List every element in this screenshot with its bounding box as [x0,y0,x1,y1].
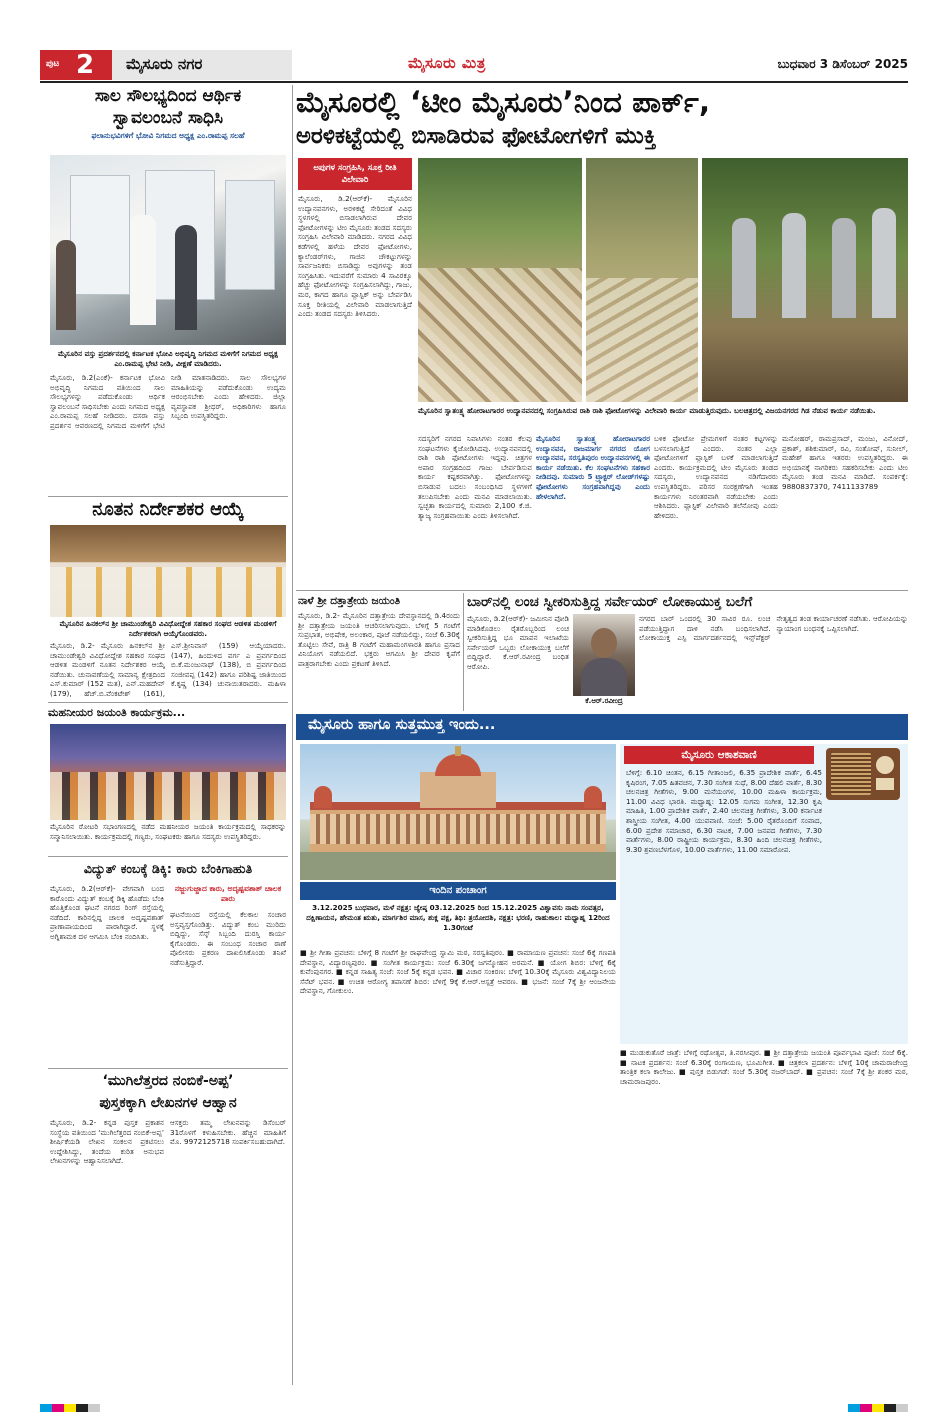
main-story [296,84,908,589]
akashavani-schedule-more [626,804,902,1038]
story-accident-body-2: ಘಟನೆಯಿಂದ ರಸ್ತೆಯಲ್ಲಿ ಕೆಲಕಾಲ ಸಂಚಾರ ಅಸ್ತವ್ಯಸ್ತಗೊಂಡಿತ್ತು. ವಿದ್ಯುತ್ ಕಂಬ ಮುರಿದು ಬಿದ್ದಿದ್ದು, ಸೆಸ್ಕ್ ಸಿಬ್ಬಂದಿ ದುರಸ್ತಿ ಕಾರ್ಯ ಕೈಗೊಂಡರು. ಈ ಸಂಬಂಧ ಸಂಚಾರ ಠಾಣೆ ಪೊಲೀಸರು ಪ್ರಕರಣ ದಾಖಲಿಸಿಕೊಂಡು ತನಿಖೆ ನಡೆಸುತ್ತಿದ್ದಾರೆ. [170,910,286,967]
masthead [40,50,908,80]
main-story-col3: ಮೈಸೂರಿನ ಸ್ವಾತಂತ್ರ್ಯ ಹೋರಾಟಗಾರರ ಉದ್ಯಾನವನ, ರಾಜಮಾರ್ಗ ನಗರದ ಯೋಗ ಉದ್ಯಾನವನ, ಸರಸ್ವತಿಪುರಂ ಉದ್ಯಾನವನಗಳಲ್ಲಿ ಈ ಕಾರ್ಯ ನಡೆಯಿತು. ಕೆಲ ಸಂಘಟನೆಗಳು ಸಹಕಾರ ನೀಡಿದವು. ಸುಮಾರು 5 ಟ್ರ್ಯಾಕ್ಟರ್ ಲೋಡ್‌ಗಳಷ್ಟು ಫೋಟೋಗಳು ಸಂಗ್ರಹವಾಗಿದ್ದವು ಎಂದು ಹೇಳಲಾಗಿದೆ. [536,434,650,501]
story-bribe-photo [573,614,635,696]
page-label: ಪುಟ [46,59,60,69]
panchanga-title: ಇಂದಿನ ಪಂಚಾಂಗ [300,882,616,900]
main-photo-planting [702,158,908,402]
story-directors-headline: ನೂತನ ನಿರ್ದೇಶಕರ ಆಯ್ಕೆ [92,499,244,520]
main-story-col2: ಸದಸ್ಯರಿಗೆ ನಗರದ ನಿವಾಸಿಗಳು ನಂತರ ಕೆಲವು ಸಂಘಟನೆಗಳು ಕೈಜೋಡಿಸಿದವು. ಉದ್ಯಾನವನದಲ್ಲಿ ರಾಶಿ ರಾಶಿ ಫೋಟೋಗಳು ಇದ್ದವು. ಚಿತ್ರಗಳ ಅಪಾರ ಸಂಗ್ರಹದಿಂದ ಗಾಜು ಬೇರ್ಪಡಿಸುವ ಕಾರ್ಯ ಕಷ್ಟಕರವಾಗಿತ್ತು. ಫೋಟೋಗಳನ್ನು ಬಿಸಾಡುವ ಬದಲು ಸಂಬಂಧಿಸಿದ ಸ್ಥಳಗಳಿಗೆ ತಲುಪಿಸಬೇಕು ಎಂದು ಮನವಿ ಮಾಡಲಾಯಿತು. ಸ್ವಚ್ಛತಾ ಕಾರ್ಯದಲ್ಲಿ ಸುಮಾರು 2,100 ಕೆ.ಜಿ. ತ್ಯಾಜ್ಯ ಸಂಗ್ರಹವಾಯಿತು ಎಂದು ತಿಳಿಸಲಾಗಿದೆ. [418,434,532,520]
story-mugil-body-2: ಆಸಕ್ತರು ತಮ್ಮ ಲೇಖನವನ್ನು ಡಿಸೆಂಬರ್ 31ರೊಳಗೆ ಕಳುಹಿಸಬೇಕು. ಹೆಚ್ಚಿನ ಮಾಹಿತಿಗೆ ಮೊ. 9972125718 ಸಂಪರ್ಕಿಸಬಹುದಾಗಿದೆ. [170,1118,286,1147]
events-list-col2: ■ ಮುಡುಕುತೊರೆ ಜಾತ್ರೆ: ಬೆಳಿಗ್ಗೆ ರಥೋತ್ಸವ, ತಿ.ನರಸೀಪುರ. ■ ಶ್ರೀ ದತ್ತಾತ್ರೇಯ ಜಯಂತಿ ಪೂರ್ವಭಾವಿ ಪೂಜೆ: ಸಂಜೆ 6ಕ್ಕೆ. ■ ನಾಟಕ ಪ್ರದರ್ಶನ: ಸಂಜೆ 6.30ಕ್ಕೆ ರಂಗಾಯಣ, ಭೂಮಿಗೀತ. ■ ಚಿತ್ರಕಲಾ ಪ್ರದರ್ಶನ: ಬೆಳಿಗ್ಗೆ 10ಕ್ಕೆ ಚಾಮರಾಜೇಂದ್ರ ತಾಂತ್ರಿಕ ಕಲಾ ಕಾಲೇಜು. ■ ಪುಸ್ತಕ ಬಿಡುಗಡೆ: ಸಂಜೆ 5.30ಕ್ಕೆ ನಜರ್‌ಬಾದ್. ■ ಪ್ರವಚನ: ಸಂಜೆ 7ಕ್ಕೆ ಶ್ರೀ ಶಂಕರ ಮಠ, ಚಾಮರಾಜಪುರಂ. [620,1048,908,1086]
story-datta-body: ಮೈಸೂರು, ಡಿ.2- ಮೈಸೂರಿನ ದತ್ತಾತ್ರೇಯ ದೇವಸ್ಥಾನದಲ್ಲಿ ಡಿ.4ರಂದು ಶ್ರೀ ದತ್ತಾತ್ರೇಯ ಜಯಂತಿ ಆಚರಿಸಲಾಗುವುದು. ಬೆಳಿಗ್ಗೆ 5 ಗಂಟೆಗೆ ಸುಪ್ರಭಾತ, ಅಭಿಷೇಕ, ಅಲಂಕಾರ, ಪೂಜೆ ನಡೆಯಲಿದ್ದು, ಸಂಜೆ 6.30ಕ್ಕೆ ತೊಟ್ಟಿಲು ಸೇವೆ, ರಾತ್ರಿ 8 ಗಂಟೆಗೆ ಮಹಾಮಂಗಳಾರತಿ ಹಾಗೂ ಪ್ರಸಾದ ವಿನಿಯೋಗ ನಡೆಯಲಿದೆ. ಭಕ್ತರು ಆಗಮಿಸಿ ಶ್ರೀ ದೇವರ ಕೃಪೆಗೆ ಪಾತ್ರರಾಗಬೇಕು ಎಂದು ಪ್ರಕಟಣೆ ತಿಳಿಸಿದೆ. [298,611,460,668]
story-loan-caption: ಮೈಸೂರಿನ ವಸ್ತು ಪ್ರದರ್ಶನದಲ್ಲಿ ಕರ್ನಾಟಕ ಭೋವಿ ಅಭಿವೃದ್ಧಿ ನಿಗಮದ ಮಳಿಗೆಗೆ ನಿಗಮದ ಅಧ್ಯಕ್ಷ ಎಂ.ರಾಮಪ್ಪ ಭೇಟಿ ನೀಡಿ, ವೀಕ್ಷಣೆ ಮಾಡಿದರು. [58,349,278,368]
rule [48,702,288,703]
akashavani-schedule: ಬೆಳಿಗ್ಗೆ: 6.10 ಚಿಂತನ, 6.15 ಗೀತಾಂಜಲಿ, 6.35 ಪ್ರಾದೇಶಿಕ ವಾರ್ತೆ, 6.45 ಕೃಷಿರಂಗ, 7.05 ಹಿತವಚನ, 7.30 ಸಂಗೀತ ಸುಧೆ, 8.00 ದೆಹಲಿ ವಾರ್ತೆ, 8.30 ಚಲನಚಿತ್ರ ಗೀತೆಗಳು, 9.00 ಮನೆಯಂಗಳ, 10.00 ಮಹಿಳಾ ಕಾರ್ಯಕ್ರಮ, 11.00 ವಿವಿಧ ಭಾರತಿ. ಮಧ್ಯಾಹ್ನ: 12.05 ಸುಗಮ ಸಂಗೀತ, 12.30 ಕೃಷಿ ಮಾಹಿತಿ, 1.00 ಪ್ರಾದೇಶಿಕ ವಾರ್ತೆ, 2.40 ಚಲನಚಿತ್ರ ಗೀತೆಗಳು, 3.00 ಕರ್ನಾಟಕ ಶಾಸ್ತ್ರೀಯ ಸಂಗೀತ, 4.00 ಯುವವಾಣಿ. ಸಂಜೆ: 5.00 ರೈತರೊಂದಿಗೆ ಸಂವಾದ, 6.00 ಪ್ರದೇಶ ಸಮಾಚಾರ, 6.30 ನಾಟಕ, 7.00 ಜನಪದ ಗೀತೆಗಳು, 7.30 ವಾರ್ತೆಗಳು, 8.00 ರಾಷ್ಟ್ರೀಯ ಕಾರ್ಯಕ್ರಮ, 8.30 ಹಿಂದಿ ಚಲನಚಿತ್ರ ಗೀತೆಗಳು, 9.30 ಶ್ರವಣಬೆಳಗೊಳ, 10.00 ವಾರ್ತೆಗಳು, 11.00 ಸಮಾರೋಪ. [626,768,822,854]
page-number: 2 [76,50,95,80]
story-datta-headline: ನಾಳೆ ಶ್ರೀ ದತ್ತಾತ್ರೇಯ ಜಯಂತಿ [298,595,401,607]
events-banner-text: ಮೈಸೂರು ಹಾಗೂ ಸುತ್ತಮುತ್ತ ಇಂದು... [308,717,496,733]
radio-icon [826,748,900,800]
story-loan-headline-1: ಸಾಲ ಸೌಲಭ್ಯದಿಂದ ಆರ್ಥಿಕ [94,86,242,106]
panchanga-text: 3.12.2025 ಬುಧವಾರ, ಮಳೆ ನಕ್ಷತ್ರ: ಜ್ಯೇಷ್ಠ 03.12.2025 ರಿಂದ 15.12.2025 ವಿಶ್ವಾವಸು ನಾಮ ಸಂವತ್ಸರ, ದಕ್ಷಿಣಾಯನ, ಹೇಮಂತ ಋತು, ಮಾರ್ಗಶಿರ ಮಾಸ, ಶುಕ್ಲ ಪಕ್ಷ, ತಿಥಿ: ತ್ರಯೋದಶಿ, ನಕ್ಷತ್ರ: ಭರಣಿ, ರಾಹುಕಾಲ: ಮಧ್ಯಾಹ್ನ 12ರಿಂದ 1.30ಗಂಟೆ [306,903,610,932]
section-name: ಮೈಸೂರು ನಗರ [126,55,203,73]
story-accident [48,858,288,1066]
main-story-rule [296,590,908,591]
story-bribe-photo-caption: ಕೆ.ಆರ್.ರವೀಂದ್ರ [585,697,623,705]
events-banner [296,714,908,740]
story-datta [298,592,460,712]
main-photo-collection [418,158,582,402]
story-accident-body-1: ಮೈಸೂರು, ಡಿ.2(ಆರ್‌ಕೆ)- ವೇಗವಾಗಿ ಬಂದ ಕಾರೊಂದು ವಿದ್ಯುತ್ ಕಂಬಕ್ಕೆ ಡಿಕ್ಕಿ ಹೊಡೆದು ಬೆಂಕಿ ಹೊತ್ತಿಕೊಂಡ ಘಟನೆ ನಗರದ ರಿಂಗ್ ರಸ್ತೆಯಲ್ಲಿ ನಡೆದಿದೆ. ಕಾರಿನಲ್ಲಿದ್ದ ಚಾಲಕ ಅದೃಷ್ಟವಶಾತ್ ಪ್ರಾಣಾಪಾಯದಿಂದ ಪಾರಾಗಿದ್ದಾರೆ. ಸ್ಥಳಕ್ಕೆ ಅಗ್ನಿಶಾಮಕ ದಳ ಆಗಮಿಸಿ ಬೆಂಕಿ ನಂದಿಸಿತು. [50,884,164,941]
story-mahaneeyara-headline: ಮಹನೀಯರ ಜಯಂತಿ ಕಾರ್ಯಕ್ರಮ... [48,706,186,719]
story-mugil-headline-2: ಪುಸ್ತಕಕ್ಕಾಗಿ ಲೇಖನಗಳ ಆಹ್ವಾನ [99,1095,237,1111]
left-column-rule [292,85,293,1385]
events-list-col1: ■ ಶ್ರೀ ಗೀತಾ ಪ್ರವಚನ: ಬೆಳಿಗ್ಗೆ 8 ಗಂಟೆಗೆ ಶ್ರೀ ರಾಘವೇಂದ್ರ ಸ್ವಾಮಿ ಮಠ, ಸರಸ್ವತಿಪುರಂ. ■ ರಾಮಾಯಣ ಪ್ರವಚನ: ಸಂಜೆ 6ಕ್ಕೆ ಗಣಪತಿ ದೇವಸ್ಥಾನ, ವಿದ್ಯಾರಣ್ಯಪುರಂ. ■ ಸಂಗೀತ ಕಾರ್ಯಕ್ರಮ: ಸಂಜೆ 6.30ಕ್ಕೆ ಜಗನ್ಮೋಹನ ಅರಮನೆ. ■ ಯೋಗ ಶಿಬಿರ: ಬೆಳಿಗ್ಗೆ 6ಕ್ಕೆ ಕುವೆಂಪುನಗರ. ■ ಕನ್ನಡ ಸಾಹಿತ್ಯ ಸಂಜೆ: ಸಂಜೆ 5ಕ್ಕೆ ಕನ್ನಡ ಭವನ. ■ ವಿಚಾರ ಸಂಕಿರಣ: ಬೆಳಿಗ್ಗೆ 10.30ಕ್ಕೆ ಮೈಸೂರು ವಿಶ್ವವಿದ್ಯಾನಿಲಯ ಸೆನೆಟ್ ಭವನ. ■ ಉಚಿತ ಆರೋಗ್ಯ ತಪಾಸಣೆ ಶಿಬಿರ: ಬೆಳಿಗ್ಗೆ 9ಕ್ಕೆ ಕೆ.ಆರ್.ಆಸ್ಪತ್ರೆ ಆವರಣ. ■ ಭಜನೆ: ಸಂಜೆ 7ಕ್ಕೆ ಶ್ರೀ ಆಂಜನೇಯ ದೇವಸ್ಥಾನ, ಗೋಕುಲಂ. [300,948,616,996]
story-mahaneeyara-photo [50,724,286,820]
main-story-col4: ಬಳಿಕ ಫೋಟೋ ಪ್ರೇಮಗಳಿಗೆ ನಂತರ ಕಟ್ಟಗಳನ್ನು ಬಳಸಲಾಗುತ್ತಿದೆ ಎಂದರು. ನಂತರ ಎಲ್ಲಾ ಫೋಟೋಗಳಿಗೆ ಪ್ಲಾಸ್ಟಿಕ್ ಬಳಕೆ ಮಾಡಲಾಗುತ್ತಿದೆ ಎಂದರು. ಕಾರ್ಯಕ್ರಮದಲ್ಲಿ ಟೀಂ ಮೈಸೂರು ತಂಡದ ಸದಸ್ಯರು, ಉದ್ಯಾನವನದ ನಡಿಗೆದಾರರು ಉಪಸ್ಥಿತರಿದ್ದರು. ಪರಿಸರ ಸಂರಕ್ಷಣೆಗಾಗಿ ಇಂತಹ ಕಾರ್ಯಗಳು ನಿರಂತರವಾಗಿ ನಡೆಯಬೇಕು ಎಂದು ಆಶಿಸಿದರು. ಪ್ಲಾಸ್ಟಿಕ್ ವಿಲೇವಾರಿ ತಲೆನೋವು ಎಂದು ಹೇಳಿದರು. [654,434,778,520]
masthead-rule [40,81,908,83]
rule [48,496,288,497]
paper-name: ಮೈಸೂರು ಮಿತ್ರ [408,54,486,72]
section-name-box [112,50,292,80]
story-mugilettarada [48,1070,288,1380]
story-loan-body: ಮೈಸೂರು, ಡಿ.2(ಎಂಕೆ)- ಕರ್ನಾಟಕ ಭೋವಿ ಅಭಿವೃದ್ಧಿ ನಿಗಮದ ವತಿಯಿಂದ ಸಾಲ ಸೌಲಭ್ಯಗಳನ್ನು ಪಡೆದುಕೊಂಡು ಆರ್ಥಿಕ ಸ್ವಾವಲಂಬನೆ ಸಾಧಿಸಬೇಕು ಎಂದು ನಿಗಮದ ಅಧ್ಯಕ್ಷ ಎಂ.ರಾಮಪ್ಪ ಸಲಹೆ ನೀಡಿದರು. ದಸರಾ ವಸ್ತು ಪ್ರದರ್ಶನ ಆವರಣದಲ್ಲಿ ನಿಗಮದ ಮಳಿಗೆಗೆ ಭೇಟಿ ನೀಡಿ ಮಾತನಾಡಿದರು. ಸಾಲ ಸೌಲಭ್ಯಗಳ ಮಾಹಿತಿಯನ್ನು ಪಡೆದುಕೊಂಡು ಉದ್ಯಮ ಆರಂಭಿಸಬೇಕು ಎಂದು ಹೇಳಿದರು. ಜಿಲ್ಲಾ ವ್ಯವಸ್ಥಾಪಕ ಶ್ರೀಧರ್, ಅಧಿಕಾರಿಗಳು ಹಾಗೂ ಸಿಬ್ಬಂದಿ ಉಪಸ್ಥಿತರಿದ್ದರು. [50,373,286,430]
story-mugil-headline-1: ‘ಮುಗಿಲೆತ್ತರದ ನಂಬಿಕೆ-ಅಪ್ಪ’ [102,1073,234,1089]
registration-marks-left [40,1404,100,1412]
story-directors-body: ಮೈಸೂರು, ಡಿ.2- ಮೈಸೂರು ಹಿನಕಲ್‌ನ ಶ್ರೀ ಚಾಮುಂಡೇಶ್ವರಿ ವಿವಿಧೋದ್ದೇಶ ಸಹಕಾರ ಸಂಘದ ಆಡಳಿತ ಮಂಡಳಿಗೆ ನೂತನ ನಿರ್ದೇಶಕರ ಆಯ್ಕೆ ನಡೆಯಿತು. ಚುನಾವಣೆಯಲ್ಲಿ ಸಾಮಾನ್ಯ ಕ್ಷೇತ್ರದಿಂದ ಎಸ್.ಕುಮಾರ್ (152 ಮತ), ಎನ್.ಮಹದೇವ್ (179), ಹೆಚ್.ಬಿ.ವೆಂಕಟೇಶ್ (161), ಎಸ್.ಶ್ರೀನಿವಾಸ್ (159) ಆಯ್ಕೆಯಾದರು. (147), ಹಿಂದುಳಿದ ವರ್ಗ ಎ ಪ್ರವರ್ಗದಿಂದ ಬಿ.ಕೆ.ಮಂಜುನಾಥ್ (138), ಬಿ ಪ್ರವರ್ಗದಿಂದ ಸಂಜೀವಪ್ಪ (142) ಹಾಗೂ ಪರಿಶಿಷ್ಟ ಜಾತಿಯಿಂದ ಕೆ.ಕೃಷ್ಣ (134) ಚುನಾಯಿತರಾದರು. ಮಹಿಳಾ [50,641,286,698]
mysore-palace-illustration [300,744,616,880]
story-loan [48,85,288,495]
story-bribe-headline: ಬಾರ್‌ನಲ್ಲಿ ಲಂಚ ಸ್ವೀಕರಿಸುತ್ತಿದ್ದ ಸರ್ವೇಯರ್ ಲೋಕಾಯುಕ್ತ ಬಲೆಗೆ [467,594,753,610]
story-bribe-body-1: ಮೈಸೂರು, ಡಿ.2(ಆರ್‌ಕೆ)- ಜಮೀನಿನ ಪೋಡಿ ಮಾಡಿಕೊಡಲು ರೈತರೊಬ್ಬರಿಂದ ಲಂಚ ಸ್ವೀಕರಿಸುತ್ತಿದ್ದ ಭೂ ಮಾಪನ ಇಲಾಖೆಯ ಸರ್ವೇಯರ್ ಒಬ್ಬರು ಲೋಕಾಯುಕ್ತ ಬಲೆಗೆ ಬಿದ್ದಿದ್ದಾರೆ. ಕೆ.ಆರ್.ರವೀಂದ್ರ ಬಂಧಿತ ಆರೋಪಿ. [467,614,569,671]
story-mugil-body-1: ಮೈಸೂರು, ಡಿ.2- ಕನ್ನಡ ಪುಸ್ತಕ ಪ್ರಕಾಶನ ಸಂಸ್ಥೆಯ ವತಿಯಿಂದ ‘ಮುಗಿಲೆತ್ತರದ ನಂಬಿಕೆ-ಅಪ್ಪ’ ಶೀರ್ಷಿಕೆಯಡಿ ಲೇಖನ ಸಂಕಲನ ಪ್ರಕಟಿಸಲು ಉದ್ದೇಶಿಸಿದ್ದು, ತಂದೆಯ ಕುರಿತ ಅನುಭವ ಲೇಖನಗಳನ್ನು ಆಹ್ವಾನಿಸಲಾಗಿದೆ. [50,1118,164,1166]
rule [48,1068,288,1069]
story-directors [48,498,288,700]
akashavani-title: ಮೈಸೂರು ಆಕಾಶವಾಣಿ [624,746,814,764]
main-photo-sorting [586,158,698,402]
story-directors-photo [50,525,286,617]
main-story-headline-2: ಅರಳಿಕಟ್ಟೆಯಲ್ಲಿ ಬಿಸಾಡಿರುವ ಫೋಟೋಗಳಿಗೆ ಮುಕ್ತಿ [296,123,657,149]
akashavani-box [620,744,908,1044]
story-mahaneeyara-caption: ಮೈಸೂರಿನ ರೋಟರಿ ಸಭಾಂಗಣದಲ್ಲಿ ನಡೆದ ಮಹನೀಯರ ಜಯಂತಿ ಕಾರ್ಯಕ್ರಮದಲ್ಲಿ ಸಾಧಕರನ್ನು ಸನ್ಮಾನಿಸಲಾಯಿತು. ಕಾರ್ಯಕ್ರಮದಲ್ಲಿ ಗಣ್ಯರು, ಸಂಘಟಕರು ಹಾಗೂ ಸದಸ್ಯರು ಉಪಸ್ಥಿತರಿದ್ದರು. [50,822,286,841]
story-accident-subhead: ನಜ್ಜುಗುಜ್ಜಾದ ಕಾರು, ಅದೃಷ್ಟವಶಾತ್ ಚಾಲಕ ಪಾರು [174,884,282,903]
datta-rule [463,593,464,711]
main-story-col1: ಮೈಸೂರು, ಡಿ.2(ಆರ್‌ಕೆ)- ಮೈಸೂರಿನ ಉದ್ಯಾನವನಗಳು, ಅರಳಿಕಟ್ಟೆ ಸೇರಿದಂತೆ ವಿವಿಧ ಸ್ಥಳಗಳಲ್ಲಿ ಬಿಸಾಡಲಾಗಿರುವ ದೇವರ ಫೋಟೋಗಳನ್ನು ಟೀಂ ಮೈಸೂರು ತಂಡದ ಸದಸ್ಯರು ಸಂಗ್ರಹಿಸಿ ವಿಲೇವಾರಿ ಮಾಡಿದರು. ನಗರದ ವಿವಿಧ ಕಡೆಗಳಲ್ಲಿ ಹಳೆಯ ದೇವರ ಫೋಟೋಗಳು, ಕ್ಯಾಲೆಂಡರ್‌ಗಳು, ಗಾಜಿನ ಚೌಕಟ್ಟುಗಳನ್ನು ಸಾರ್ವಜನಿಕರು ಬಿಸಾಡಿದ್ದು ಅವುಗಳನ್ನು ತಂಡ ಸಂಗ್ರಹಿಸಿತು. ಇದುವರೆಗೆ ಸುಮಾರು 4 ಸಾವಿರಕ್ಕೂ ಹೆಚ್ಚು ಫೋಟೋಗಳನ್ನು ಸಂಗ್ರಹಿಸಲಾಗಿದ್ದು, ಗಾಜು, ಮರ, ಕಾಗದ ಹಾಗೂ ಪ್ಲಾಸ್ಟಿಕ್ ಅನ್ನು ಬೇರ್ಪಡಿಸಿ ಸೂಕ್ತ ರೀತಿಯಲ್ಲಿ ವಿಲೇವಾರಿ ಮಾಡಲಾಗುತ್ತಿದೆ ಎಂದು ತಂಡದ ಸದಸ್ಯರು ತಿಳಿಸಿದರು. [298,194,412,319]
page-date: ಬುಧವಾರ 3 ಡಿಸೆಂಬರ್ 2025 [777,57,908,71]
story-bribe [467,592,908,712]
page-label-box [40,50,112,80]
story-mahaneeyara [48,704,288,854]
main-story-subhead: ಅಪುಗಳ ಸಂಗ್ರಹಿಸಿ, ಸೂಕ್ತ ರೀತಿ ವಿಲೇವಾರಿ [313,163,397,185]
rule [48,856,288,857]
registration-marks-right [848,1404,908,1412]
story-loan-headline-2: ಸ್ವಾವಲಂಬನೆ ಸಾಧಿಸಿ [112,108,224,128]
main-photo-caption: ಮೈಸೂರಿನ ಸ್ವಾತಂತ್ರ್ಯ ಹೋರಾಟಗಾರರ ಉದ್ಯಾನವನದಲ್ಲಿ ಸಂಗ್ರಹಿಸಿರುವ ರಾಶಿ ರಾಶಿ ಫೋಟೋಗಳನ್ನು ವಿಲೇವಾರಿ ಕಾರ್ಯ ಮಾಡುತ್ತಿರುವುದು. ಬಲಚಿತ್ರದಲ್ಲಿ ವಿಜಯನಗರದ ಗಿಡ ನೆಡುವ ಕಾರ್ಯ ನಡೆಯಿತು. [418,406,876,415]
story-loan-subhead: ಫಲಾನುಭವಿಗಳಿಗೆ ಭೋವಿ ನಿಗಮದ ಅಧ್ಯಕ್ಷ ಎಂ.ರಾಮಪ್ಪ ಸಲಹೆ [91,131,245,140]
main-story-col5: ಮನೋಹರ್, ರಾಮಪ್ರಸಾದ್, ಮಂಜು, ವಿನೋದ್, ಪ್ರಕಾಶ್, ಶಶಿಕುಮಾರ್, ರವಿ, ಸಂತೋಷ್, ಸುನೀಲ್, ಮಹೇಶ್ ಹಾಗೂ ಇತರರು ಉಪಸ್ಥಿತರಿದ್ದರು. ಈ ಅಭಿಯಾನಕ್ಕೆ ನಾಗರಿಕರು ಸಹಕರಿಸಬೇಕು ಎಂದು ಟೀಂ ಮೈಸೂರು ತಂಡ ಮನವಿ ಮಾಡಿದೆ. ಸಂಪರ್ಕಕ್ಕೆ: 9880837370, 7411133789 [782,434,908,491]
main-story-headline-1: ಮೈಸೂರಲ್ಲಿ ‘ಟೀಂ ಮೈಸೂರು’ನಿಂದ ಪಾರ್ಕ್, [296,85,711,119]
main-story-subhead-box [298,158,412,190]
story-bribe-body-2: ನಗರದ ಬಾರ್ ಒಂದರಲ್ಲಿ 30 ಸಾವಿರ ರೂ. ಲಂಚ ಪಡೆಯುತ್ತಿದ್ದಾಗ ದಾಳಿ ನಡೆಸಿ ಬಂಧಿಸಲಾಗಿದೆ. ಲೋಕಾಯುಕ್ತ ಎಸ್ಪಿ ಮಾರ್ಗದರ್ಶನದಲ್ಲಿ ಇನ್ಸ್‌ಪೆಕ್ಟರ್ ನೇತೃತ್ವದ ತಂಡ ಕಾರ್ಯಾಚರಣೆ ನಡೆಸಿತು. ಆರೋಪಿಯನ್ನು ನ್ಯಾಯಾಂಗ ಬಂಧನಕ್ಕೆ ಒಪ್ಪಿಸಲಾಗಿದೆ. [639,614,908,643]
story-directors-caption: ಮೈಸೂರಿನ ಹಿನಕಲ್‌ನ ಶ್ರೀ ಚಾಮುಂಡೇಶ್ವರಿ ವಿವಿಧೋದ್ದೇಶ ಸಹಕಾರ ಸಂಘದ ಆಡಳಿತ ಮಂಡಳಿಗೆ ನಿರ್ದೇಶಕರಾಗಿ ಆಯ್ಕೆಗೊಂಡವರು. [59,619,277,638]
story-accident-headline: ವಿದ್ಯುತ್ ಕಂಬಕ್ಕೆ ಡಿಕ್ಕಿ: ಕಾರು ಬೆಂಕಿಗಾಹುತಿ [83,861,253,876]
story-loan-photo [50,155,286,345]
